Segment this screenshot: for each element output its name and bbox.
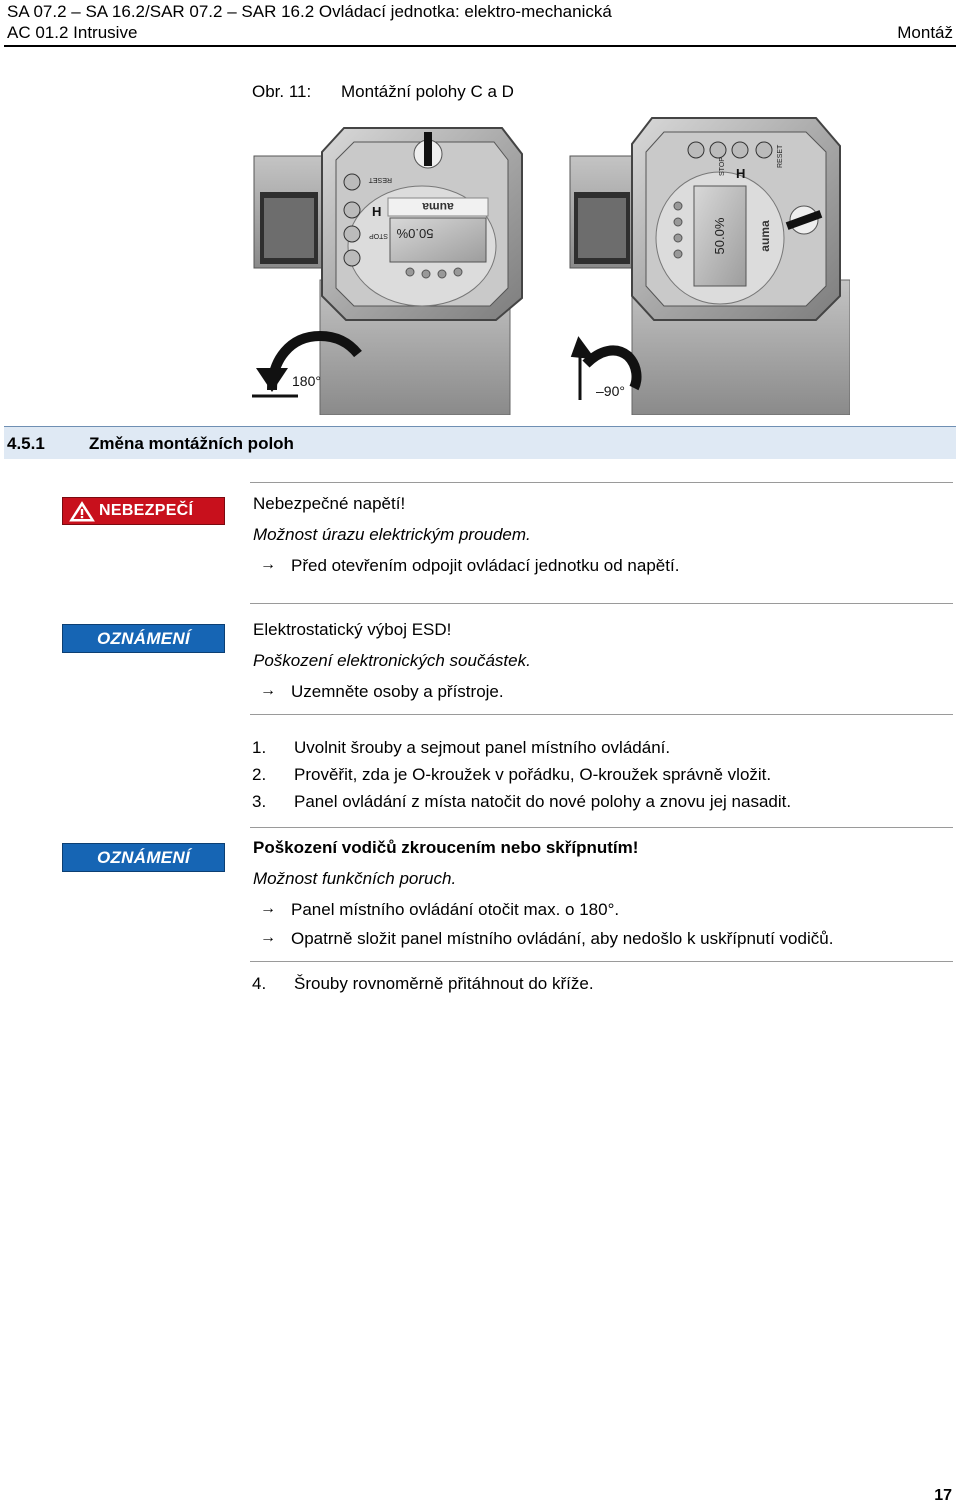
step-text: Šrouby rovnoměrně přitáhnout do kříže. bbox=[294, 974, 594, 993]
notice-label: OZNÁMENÍ bbox=[62, 843, 225, 872]
button-stop-left bbox=[344, 226, 360, 242]
notice2-action: Opatrně složit panel místního ovládání, aby nedošlo k uskřípnutí vodičů. bbox=[291, 929, 834, 948]
button-close-left bbox=[344, 250, 360, 266]
arrow-right-icon: → bbox=[260, 929, 276, 946]
arrow-right-icon: → bbox=[260, 556, 276, 573]
brand-text-right: auma bbox=[758, 220, 772, 252]
divider bbox=[250, 603, 953, 604]
actuator-position-c bbox=[252, 128, 522, 415]
selector-knob-left bbox=[424, 132, 432, 166]
arrow-right-icon: → bbox=[260, 682, 276, 699]
step-text: Panel ovládání z místa natočit do nové polohy a znovu jej nasadit. bbox=[294, 792, 792, 811]
brand-text-left: auma bbox=[422, 200, 454, 214]
section-title: Změna montážních poloh bbox=[89, 434, 294, 453]
figure-number: Obr. 11: bbox=[252, 82, 312, 101]
divider bbox=[250, 961, 953, 962]
arrow-right-icon: → bbox=[260, 900, 276, 917]
notice1-action: Uzemněte osoby a přístroje. bbox=[291, 682, 504, 701]
step-number: 1. bbox=[252, 738, 267, 757]
button-label-stop-right: STOP bbox=[719, 157, 726, 176]
notice1-title: Elektrostatický výboj ESD! bbox=[253, 620, 452, 639]
step-number: 3. bbox=[252, 792, 267, 811]
step-text: Uvolnit šrouby a sejmout panel místního ovládání. bbox=[294, 738, 671, 757]
section-heading bbox=[4, 426, 956, 459]
notice2-subtitle: Možnost funkčních poruch. bbox=[253, 869, 457, 888]
lcd-value-right: 50.0% bbox=[712, 217, 727, 255]
notice1-subtitle: Poškození elektronických součástek. bbox=[253, 651, 531, 670]
step-number: 2. bbox=[252, 765, 267, 784]
doc-header-subtitle: AC 01.2 Intrusive bbox=[7, 23, 138, 42]
doc-header-chapter: Montáž bbox=[897, 23, 953, 42]
section-number: 4.5.1 bbox=[7, 434, 45, 453]
actuator-position-d bbox=[570, 118, 850, 415]
step-text: Prověřit, zda je O-kroužek v pořádku, O-kroužek správně vložit. bbox=[294, 765, 772, 784]
warning-triangle-icon bbox=[69, 501, 95, 522]
doc-header-title: SA 07.2 – SA 16.2/SAR 07.2 – SAR 16.2 Ovládací jednotka: elektro-mechanická bbox=[7, 2, 612, 21]
button-label-stop-left: STOP bbox=[369, 232, 388, 239]
button-close-right bbox=[688, 142, 704, 158]
lcd-value-left: 50.0% bbox=[396, 226, 434, 241]
danger-label bbox=[62, 497, 225, 525]
notice2-action: Panel místního ovládání otočit max. o 180°. bbox=[291, 900, 620, 919]
mounting-positions-figure bbox=[250, 110, 850, 415]
header-rule bbox=[4, 45, 956, 47]
button-reset-right bbox=[756, 142, 772, 158]
button-stop-right bbox=[710, 142, 726, 158]
divider bbox=[250, 714, 953, 715]
danger-subtitle: Možnost úrazu elektrickým proudem. bbox=[253, 525, 531, 544]
button-open-left bbox=[344, 202, 360, 218]
danger-title: Nebezpečné napětí! bbox=[253, 494, 406, 513]
notice-label: OZNÁMENÍ bbox=[62, 624, 225, 653]
divider bbox=[250, 827, 953, 828]
danger-label-text: NEBEZPEČÍ bbox=[99, 502, 194, 519]
button-open-right bbox=[732, 142, 748, 158]
divider bbox=[250, 482, 953, 483]
button-symbol-h-right: H bbox=[736, 166, 746, 181]
rotation-angle-left: 180° bbox=[292, 373, 321, 389]
figure-caption: Montážní polohy C a D bbox=[341, 82, 514, 101]
page-number: 17 bbox=[934, 1487, 952, 1504]
button-label-reset-right: RESET bbox=[777, 144, 784, 168]
button-symbol-h-left: H bbox=[372, 204, 382, 219]
rotation-angle-right: –90° bbox=[596, 383, 625, 399]
button-label-reset-left: RESET bbox=[368, 176, 392, 183]
notice2-title: Poškození vodičů zkroucením nebo skřípnutím! bbox=[253, 838, 639, 857]
step-number: 4. bbox=[252, 974, 267, 993]
button-c-left bbox=[344, 174, 360, 190]
danger-action: Před otevřením odpojit ovládací jednotku od napětí. bbox=[291, 556, 680, 575]
